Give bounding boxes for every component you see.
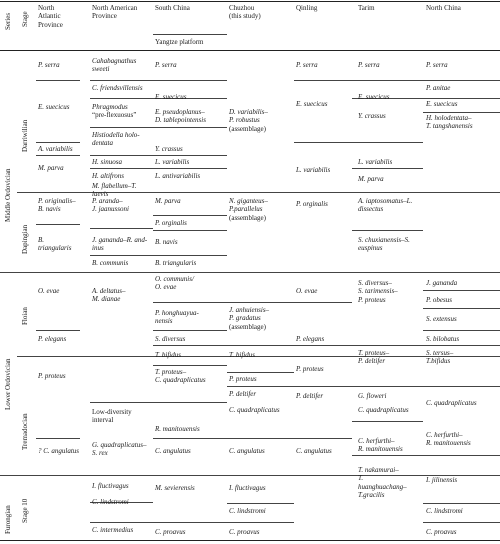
cz-rule [227,302,294,303]
qin-l-variabilis: L. variabilis [296,166,331,174]
table-bottom-rule [0,540,500,541]
na-a-variabilis: A. variabilis [38,145,73,153]
nam-h-sinuosa: H. sinuosa [92,158,122,166]
sc-rule [153,365,227,366]
nc-rule [423,330,500,331]
nam-rule [90,522,153,523]
cz-c-angulatus: C. angulatus [229,447,265,455]
nam-rule [90,168,153,169]
sc-m-parva: M. parva [155,197,181,205]
nam-low-diversity: Low-diversity interval [92,408,132,425]
tarim-t-nakamurai: T. nakamurai– T. huanghuachang– T.gracilis [358,466,407,500]
sc-t-proteus: T. proteus– C. quadraplicatus [155,368,206,385]
nam-rule [90,127,153,128]
sc-c-angulatus: C. angulatus [155,447,191,455]
nam-rule [90,228,153,229]
tarim-c-quadraplicatus: C. quadraplicatus [358,406,409,414]
nc-e-suecicus: E. suecicus [426,100,458,108]
sc-r-manitouensis: R. manitouensis [155,425,200,433]
sc-rule [153,438,227,439]
tarim-e-suecicus: E. suecicus [358,93,390,101]
qin-o-evae: O. evae [296,287,318,295]
na-e-suecicus: E. suecicus [38,103,70,111]
nam-phragmodus: Phragmodus “pre-flexuosus” [92,103,137,120]
qin-e-suecicus: E. suecicus [296,100,328,108]
rule-middle-lower [0,272,500,273]
nc-c-quadraplicatus: C. quadraplicatus [426,399,477,407]
nc-rule [423,112,500,113]
sc-rule [153,345,227,346]
nc-i-jilinensis: I. jilinensis [426,476,458,484]
rule-lower-furongian [0,475,500,476]
tarim-rule [352,80,423,81]
sc-y-crassus: Y. crassus [155,145,183,153]
cz-rule [227,386,294,387]
nc-c-lindstromi: C. lindstromi [426,507,463,515]
nam-m-flabellum: M. flabellum–T. laevis [92,182,137,199]
qin-p-deltifer: P. deltifer [296,392,324,400]
nam-g-quadraplicatus: G. quadraplicatus– S. rex [92,441,147,458]
na-rule [36,438,80,439]
tarim-rule [352,142,423,143]
sc-m-sevierensis: M. sevierensis [155,484,195,492]
cz-j-anhuiensis: J. anhuiensis– P. gradatus (assemblage) [229,306,270,331]
cz-rule [227,345,294,346]
nam-c-lindstromi: C. lindstromi [92,498,129,506]
tarim-rule [352,168,423,169]
header-yangtze-platform: Yangtze platform [155,38,204,46]
sc-l-variabilis: L. variabilis [155,158,190,166]
sc-rule [153,155,227,156]
sc-rule [153,255,227,256]
tarim-a-iaptosomatus: A. iaptosomatus–L. dissectus [358,197,413,214]
nc-rule [423,345,500,346]
sc-rule [153,330,227,331]
na-b-triangularis: B. triangularis [38,236,72,253]
tarim-t-proteus: T. proteus– P. deltifer [358,349,390,366]
sc-p-honghuayuanensis: P. honghuayua- nensis [155,309,199,326]
cz-rule [227,522,294,523]
header-qinling: Qinling [296,4,318,12]
stage-tremadocian: Tremadocian [21,413,29,450]
sc-b-triangularis: B. triangularis [155,259,197,267]
tarim-p-serra: P. serra [358,61,380,69]
cz-n-giganteus: N. giganteus– P.parallelus (assemblage) [229,197,268,222]
nam-rule [90,80,153,81]
qin-rule [294,345,352,346]
rule-dari-dap [17,192,500,193]
series-lower-ordovician: Lower Ordovician [4,358,12,410]
sc-rule [153,402,227,403]
nam-rule [90,402,153,403]
nam-h-altifrons: H. altifrons [92,172,125,180]
cz-t-bifidus: T. bifidus [229,351,255,359]
qin-rule [294,302,352,303]
header-north-american: North American Province [92,4,138,21]
sc-s-diversus: S. diversus [155,335,186,343]
nam-rule [90,155,153,156]
qin-rule [294,80,352,81]
cz-c-quadraplicatus: C. quadraplicatus [229,406,280,414]
qin-p-proteus: P. proteus [296,365,324,373]
na-p-elegans: P. elegans [38,335,67,343]
nc-rule [423,308,500,309]
sc-rule [153,522,227,523]
sc-p-orginalis: P. orginalis [155,219,187,227]
tarim-rule [352,386,423,387]
tarim-s-chuxianensis: S. chuxianensis–S. euspinus [358,236,410,253]
nc-rule [423,386,500,387]
header-stage: Stage [21,11,29,27]
qin-p-serra: P. serra [296,61,318,69]
na-rule [36,80,80,81]
sc-rule [153,168,227,169]
cz-i-fluctivagus: I. fluctivagus [229,484,266,492]
cz-d-variabilis: D. variabilis– P. robustus (assemblage) [229,108,268,133]
stage-dapingian: Dapingian [21,224,29,254]
tarim-rule [352,345,423,346]
cz-rule [227,372,294,373]
header-south-china: South China [155,4,190,12]
tarim-g-floweri: G. floweri [358,392,387,400]
cz-p-proteus: P. proteus [229,375,257,383]
sc-e-suecicus: E. suecicus [155,93,187,101]
nam-cahabagnathus: Cahabagnathus sweeti [92,57,137,74]
yangtze-rule-top [153,34,227,35]
cz-rule [227,503,294,504]
cz-c-lindstromi: C. lindstromi [229,507,266,515]
qin-p-orginalis: P. orginalis [296,200,328,208]
header-tarim: Tarim [358,4,375,12]
nam-c-intermedius: C. intermedius [92,526,134,534]
na-p-serra: P. serra [38,61,60,69]
nc-p-obesus: P. obesus [426,296,452,304]
header-north-china: North China [426,4,461,12]
nam-j-gananda: J. gananda–R. and- inus [92,236,148,253]
nc-h-holodentata: H. holodentata– T. tangshanensis [426,114,473,131]
nc-p-anitae: P. anitae [426,84,451,92]
sc-t-bifidus: T. bifidus [155,351,181,359]
cz-p-deltifer: P. deltifer [229,390,257,398]
na-p-proteus: P. proteus [38,372,66,380]
qin-p-elegans: P. elegans [296,335,325,343]
tarim-rule [352,421,423,422]
nam-p-aranda: P. aranda– J. jaanussoni [92,197,129,214]
qin-rule [294,386,352,387]
na-o-evae: O. evae [38,287,60,295]
header-chuzhou: Chuzhou (this study) [229,4,261,21]
sc-rule [153,215,227,216]
nc-rule [423,80,500,81]
tarim-rule [352,455,423,456]
nam-c-friendsvillensis: C. friendsvillensis [92,84,143,92]
nc-rule [423,522,500,523]
na-p-originalis: P. originalis– B. navis [38,197,76,214]
nam-histiodella: Histiodella holo- dentata [92,131,140,148]
nc-rule [423,455,500,456]
nc-s-extensus: S. extensus [426,315,457,323]
na-m-parva: M. parva [38,164,64,172]
tarim-y-crassus: Y. crassus [358,112,386,120]
tarim-rule [352,230,423,231]
nc-c-proavus: C. proavus [426,528,457,536]
qin-rule [294,438,352,439]
qin-c-angulatus: C. angulatus [296,447,332,455]
sc-c-proavus: C. proavus [155,528,186,536]
sc-e-pseudoplanus: E. pseudoplanus– D. tablepointensis [155,108,206,125]
nc-s-tersus: S. tersus– T.bifidus [426,349,454,366]
tarim-s-diversus: S. diversus– S. tarimensis– P. proteus [358,279,398,304]
stage-floian: Floian [21,307,29,325]
nc-rule [423,503,500,504]
na-rule [36,155,80,156]
nam-rule [90,255,153,256]
na-rule [36,330,80,331]
sc-l-antivariabilis: L. antivariabilis [155,172,201,180]
nc-j-gananda: J. gananda [426,279,458,287]
series-middle-ordovician: Middle Ordovician [4,168,12,222]
header-bottom-rule [0,50,500,51]
cz-c-proavus: C. proavus [229,528,260,536]
nam-a-deltatus: A. deltatus– M. dianae [92,287,126,304]
cz-rule [227,438,294,439]
na-rule [36,142,80,143]
header-series: Series [4,12,12,30]
sc-rule [153,127,227,128]
sc-rule [153,302,227,303]
tarim-m-parva: M. parva [358,175,384,183]
sc-o-communis: O. communis/ O. evae [155,275,194,292]
series-furongian: Furongian [4,505,12,534]
na-c-angulatus: ? C. angulatus [38,447,80,455]
nc-c-herfurthi: C. herfurthi– R. manitouensis [426,431,471,448]
table-top-rule [0,1,500,2]
nc-rule [423,98,500,99]
sc-rule [153,230,227,231]
nc-s-bilobatus: S. bilobatus [426,335,460,343]
sc-b-navis: B. navis [155,238,178,246]
stage-10: Stage 10 [21,498,29,523]
nam-rule [90,98,153,99]
nc-rule [423,290,500,291]
sc-rule [153,80,227,81]
nc-p-serra: P. serra [426,61,448,69]
nam-b-communis: B. communis [92,259,129,267]
nam-i-fluctivagus: I. fluctivagus [92,482,129,490]
na-rule [36,224,80,225]
stage-darriwilian: Darriwilian [21,119,29,152]
tarim-c-herfurthi: C. herfurthi– R. manitouensis [358,437,403,454]
header-north-atlantic: North Atlantic Province [38,4,63,29]
tarim-l-variabilis: L. variabilis [358,158,393,166]
sc-p-serra: P. serra [155,61,177,69]
qin-rule [294,142,352,143]
